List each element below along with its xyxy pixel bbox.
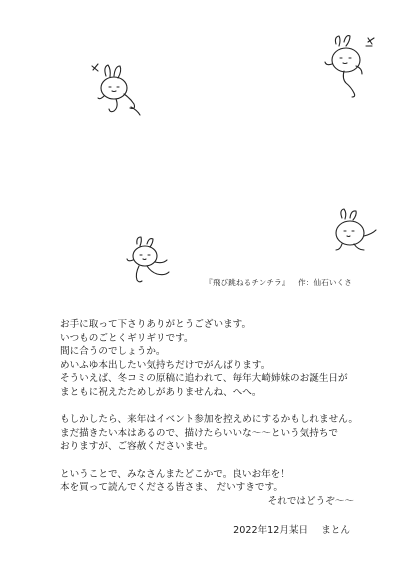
caption-title: 『飛び跳ねるチンチラ』 xyxy=(205,278,290,287)
text-line: ということで、みなさんまたどこかで。良いお年を！ xyxy=(60,468,290,480)
illustration-caption xyxy=(205,277,352,288)
text-line: 間に合うのでしょうか。 xyxy=(60,346,166,358)
signature-date: 2022年12月某日 xyxy=(233,525,309,536)
paragraph-1 xyxy=(60,318,380,400)
chinchilla-doodle-bottom-left xyxy=(125,236,183,288)
text-line: そういえば、冬コミの原稿に追われて、毎年大崎姉妹のお誕生日が xyxy=(60,373,348,385)
text-line: お手に取って下さりありがとうございます。 xyxy=(60,319,252,330)
chinchilla-doodle-bottom-right xyxy=(330,208,382,262)
text-line: もしかしたら、来年はイベント参加を控えめにするかもしれません。 xyxy=(60,414,358,426)
text-line: まだ描きたい本はあるので、描けたらいいな〜〜という気持ちで xyxy=(60,427,338,439)
signature-author: まとん xyxy=(321,525,350,536)
paragraph-2 xyxy=(60,413,380,454)
chinchilla-doodle-top-left xyxy=(86,60,146,122)
text-line: まともに祝えたためしがありませんね、へへ。 xyxy=(60,386,262,398)
text-line: めいふゆ本出したい気持ちだけでがんばります。 xyxy=(60,359,271,371)
text-line: いつものごとくギリギリです。 xyxy=(60,332,194,344)
paragraph-3 xyxy=(60,468,380,495)
caption-author: 作：仙石いくさ xyxy=(298,278,352,287)
afterword-body xyxy=(60,318,380,508)
text-line: おりますが、ご容赦くださいませ。 xyxy=(60,441,214,453)
signature xyxy=(233,522,350,536)
text-line: 本を買って読んでくださる皆さま、 だいすきです。 xyxy=(60,482,283,494)
chinchilla-doodle-top-right xyxy=(322,34,384,98)
closing-line: それではどうぞ〜〜 xyxy=(267,496,354,507)
